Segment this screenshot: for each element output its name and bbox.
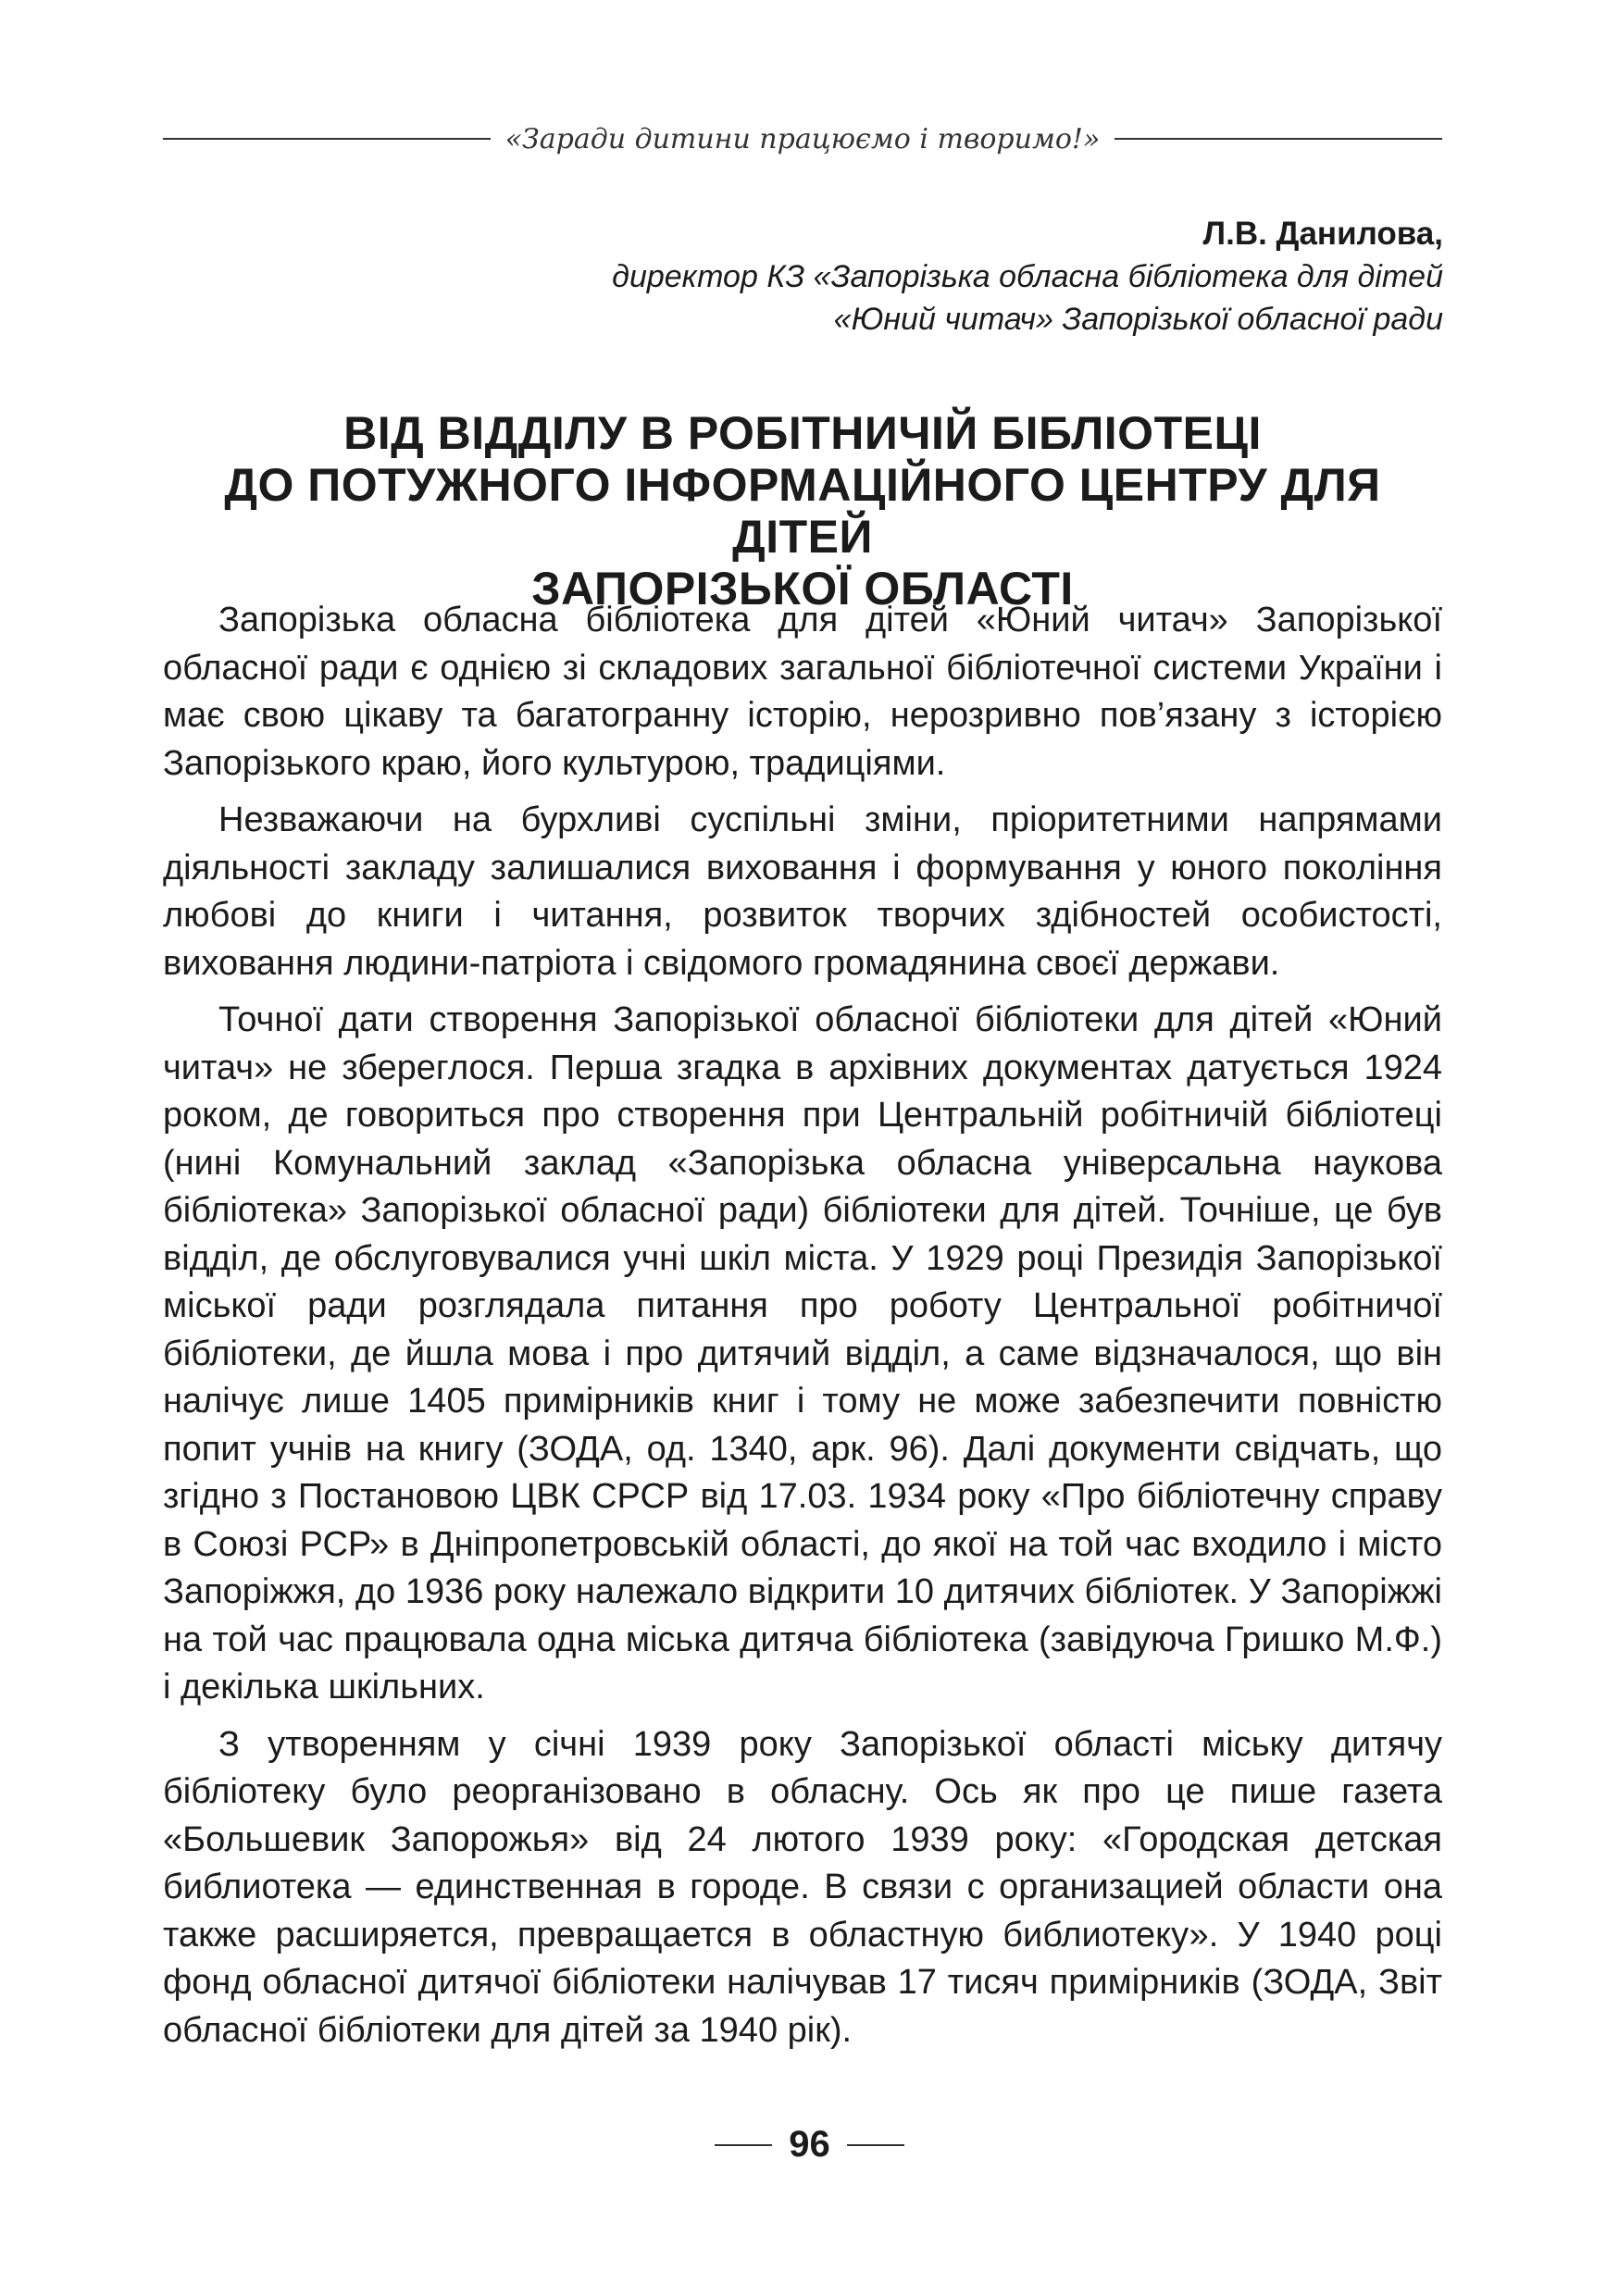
running-head: [163, 111, 1442, 167]
page-footer: [0, 2124, 1619, 2166]
title-line-1: ВІД ВІДДІЛУ В РОБІТНИЧІЙ БІБЛІОТЕЦІ: [343, 407, 1262, 459]
header-rule-right: [1115, 138, 1442, 140]
running-head-motto: «Заради дитини працюємо і творимо!»: [504, 122, 1101, 155]
footer-dash-right: [847, 2144, 904, 2146]
author-position-line-1: директор КЗ «Запорізька обласна бібліотека для дітей: [612, 259, 1443, 294]
article-body: [163, 597, 1442, 2054]
paragraph-2: Незважаючи на бурхливі суспільні зміни, пріоритетними напрямами діяльності закладу залишалися виховання і формування у юного покоління любові до книги і читання, розвиток творчих здібностей особистості, виховання людини-патріота і свідомого громадянина своєї держави.: [163, 800, 1442, 983]
paragraph-1: Запорізька обласна бібліотека для дітей «Юний читач» Запорізької обласної ради є однією зі складових загальної бібліотечної системи України і має свою цікаву та багатогранну історію, нерозривно пов’язану з історією Запорізького краю, його культурою, традиціями.: [163, 601, 1442, 783]
header-rule-left: [163, 138, 491, 140]
page-number: 96: [789, 2124, 830, 2165]
author-block: [332, 213, 1443, 341]
paragraph-3: Точної дати створення Запорізької обласної бібліотеки для дітей «Юний читач» не збереглося. Перша згадка в архівних документах датується 1924 роком, де говориться про створення при Центральній робітничій бібліотеці (нині Комунальний заклад «Запорізька обласна універсальна наукова бібліотека» Запорізької обласної ради) бібліотеки для дітей. Точніше, це був відділ, де обслуговувалися учні шкіл міста. У 1929 році Президія Запорізької міської ради розглядала питання про роботу Центральної робітничої бібліотеки, де йшла мова і про дитячий відділ, а саме відзначалося, що він налічує лише 1405 примірників книг і тому не може забезпечити повністю попит учнів на книгу (ЗОДА, од. 1340, арк. 96). Далі документи свідчать, що згідно з Постановою ЦВК СРСР від 17.03. 1934 року «Про бібліотечну справу в Союзі РСР» в Дніпропетровській області, до якої на той час входило і місто Запоріжжя, до 1936 року належало відкрити 10 дитячих бібліотек. У Запоріжжі на той час працювала одна міська дитяча бібліотека (завідуюча Гришко М.Ф.) і декілька шкільних.: [163, 1000, 1442, 1706]
author-position-line-2: «Юний читач» Запорізької обласної ради: [833, 302, 1443, 337]
title-line-2: ДО ПОТУЖНОГО ІНФОРМАЦІЙНОГО ЦЕНТРУ ДЛЯ ДІТЕЙ: [224, 459, 1381, 563]
title-line-3: ЗАПОРІЗЬКОЇ ОБЛАСТІ: [531, 563, 1074, 614]
paragraph-4: З утворенням у січні 1939 року Запорізької області міську дитячу бібліотеку було реорганізовано в обласну. Ось як про це пише газета «Большевик Запорожья» від 24 лютого 1939 року: «Городская детская библиотека — единственная в городе. В связи с организацией области она также расширяется, превращается в областную библиотеку». У 1940 році фонд обласної дитячої бібліотеки налічував 17 тисяч примірників (ЗОДА, Звіт обласної бібліотеки для дітей за 1940 рік).: [163, 1724, 1442, 2050]
article-title: [163, 407, 1442, 614]
footer-dash-left: [715, 2144, 772, 2146]
author-name: Л.В. Данилова,: [1202, 216, 1443, 252]
